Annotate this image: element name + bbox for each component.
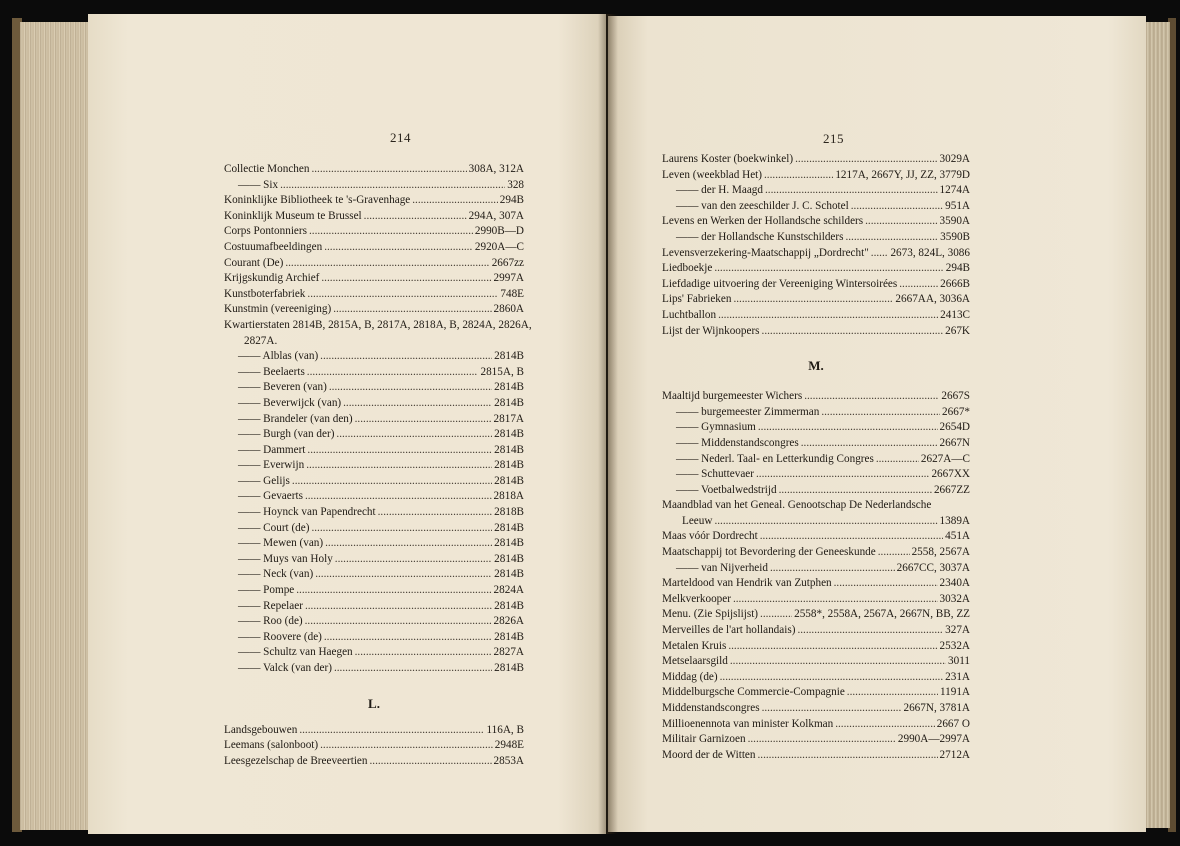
dot-leader <box>343 396 492 412</box>
dot-leader <box>306 458 492 474</box>
dot-leader <box>748 732 896 748</box>
dot-leader <box>309 224 473 240</box>
dot-leader <box>720 670 944 686</box>
index-entry <box>224 552 524 568</box>
index-entry <box>224 240 524 256</box>
entry-title: Middelburgsche Commercie-Compagnie <box>662 686 845 699</box>
index-entry <box>662 717 970 733</box>
entry-title: Metalen Kruis <box>662 639 727 652</box>
entry-list <box>224 723 524 770</box>
entry-reference: 116A, B <box>486 723 524 736</box>
entry-reference: 2818A <box>493 490 524 503</box>
entry-title: Koninklijk Museum te Brussel <box>224 209 362 222</box>
entry-title: —— Gymnasium <box>676 421 756 434</box>
dot-leader <box>730 654 946 670</box>
index-entry <box>662 545 970 561</box>
entry-reference: 2667 O <box>936 717 970 730</box>
right-page <box>608 16 1146 832</box>
entry-reference: 2627A—C <box>920 452 970 465</box>
index-entry <box>224 754 524 770</box>
dot-leader <box>355 412 492 428</box>
entry-title: Luchtballon <box>662 308 717 321</box>
index-entry <box>662 324 970 340</box>
dot-leader <box>324 630 492 646</box>
dot-leader <box>876 452 919 468</box>
entry-reference: 2814B <box>494 459 524 472</box>
dot-leader <box>311 521 492 537</box>
index-entry-continuation <box>224 334 524 350</box>
entry-reference: 2814B <box>494 443 524 456</box>
entry-reference: 2673, 824L, 3086 <box>890 246 970 259</box>
index-entry <box>662 405 970 421</box>
entry-reference: 2814B <box>494 474 524 487</box>
entry-reference: 2667N <box>939 436 970 449</box>
index-entry <box>662 230 970 246</box>
entry-title: Corps Pontonniers <box>224 225 307 238</box>
entry-title: Moord der de Witten <box>662 748 756 761</box>
entry-title: Levensverzekering-Maatschappij „Dordrecht" <box>662 246 869 259</box>
index-entry <box>662 701 970 717</box>
index-entry <box>224 630 524 646</box>
entry-title: —— van Nijverheid <box>676 561 768 574</box>
index-entry <box>224 427 524 443</box>
entry-reference: 2814B <box>494 599 524 612</box>
entry-title: Maandblad van het Geneal. Genootschap De Nederlandsche <box>662 499 932 512</box>
entry-reference: 2814B <box>494 568 524 581</box>
dot-leader <box>797 623 943 639</box>
index-entry <box>224 193 524 209</box>
index-entry <box>662 214 970 230</box>
dot-leader <box>305 614 492 630</box>
entry-title: —— Six <box>238 178 279 191</box>
entry-reference: 451A <box>945 530 970 543</box>
entry-title: Kunstmin (vereeniging) <box>224 303 332 316</box>
entry-title: —— Muys van Holy <box>238 552 333 565</box>
entry-title: —— Everwijn <box>238 459 305 472</box>
entry-title: —— der H. Maagd <box>676 184 763 197</box>
index-entry <box>662 420 970 436</box>
entry-title: —— Brandeler (van den) <box>238 412 353 425</box>
index-entry <box>662 308 970 324</box>
entry-title: —— Beelaerts <box>238 365 305 378</box>
entry-reference: 2814B <box>494 350 524 363</box>
index-entry <box>662 576 970 592</box>
index-entry <box>224 271 524 287</box>
entry-title: —— Burgh (van der) <box>238 428 335 441</box>
index-entry <box>662 152 970 168</box>
index-entry <box>662 654 970 670</box>
index-entry <box>224 380 524 396</box>
dot-leader <box>329 380 492 396</box>
page-number: 215 <box>823 131 844 146</box>
entry-title: Lips' Fabrieken <box>662 293 732 306</box>
dot-leader <box>315 567 492 583</box>
dot-leader <box>355 645 492 661</box>
entry-reference: 2853A <box>493 754 524 767</box>
index-entry <box>224 287 524 303</box>
dot-leader <box>335 552 492 568</box>
entry-title: Leesgezelschap de Breeveertien <box>224 754 368 767</box>
index-column <box>662 152 970 763</box>
entry-reference: 3029A <box>939 153 970 165</box>
dot-leader <box>320 349 492 365</box>
entry-reference: 294A, 307A <box>468 209 524 222</box>
index-entry <box>662 199 970 215</box>
dot-leader <box>804 389 939 405</box>
entry-title: Courant (De) <box>224 256 284 269</box>
entry-reference: 2667ZZ <box>933 483 970 496</box>
entry-continuation: Leeuw <box>682 514 713 527</box>
dot-leader <box>865 214 937 230</box>
entry-title: Menu. (Zie Spijslijst) <box>662 608 759 621</box>
entry-reference: 2667XX <box>931 468 970 481</box>
entry-title: —— burgemeester Zimmerman <box>676 405 820 418</box>
entry-reference: 2948E <box>494 739 524 752</box>
dot-leader <box>378 505 493 521</box>
dot-leader <box>851 199 943 215</box>
index-entry <box>224 583 524 599</box>
index-entry <box>224 614 524 630</box>
dot-leader <box>296 583 491 599</box>
dot-leader <box>845 230 938 246</box>
index-entry <box>224 209 524 225</box>
entry-reference: 3032A <box>939 592 970 605</box>
entry-title: —— Beveren (van) <box>238 381 327 394</box>
index-entry <box>662 607 970 623</box>
dot-leader <box>764 168 833 184</box>
index-entry <box>224 645 524 661</box>
dot-leader <box>762 324 944 340</box>
index-entry <box>662 277 970 293</box>
entry-reference: 2667* <box>942 405 970 418</box>
entry-title: —— der Hollandsche Kunstschilders <box>676 230 844 243</box>
dot-leader <box>336 427 492 443</box>
dot-leader <box>765 183 938 199</box>
entry-title: Costuumafbeeldingen <box>224 240 323 253</box>
entry-title: —— Mewen (van) <box>238 537 324 550</box>
entry-reference: 2814B <box>494 662 524 674</box>
page-edges-left <box>20 22 90 830</box>
entry-title: Liedboekje <box>662 262 713 275</box>
entry-title: Liefdadige uitvoering der Vereeniging Wintersoirées <box>662 277 898 290</box>
entry-title: —— Dammert <box>238 443 306 456</box>
entry-list <box>662 389 970 763</box>
entry-reference: 2558*, 2558A, 2567A, 2667N, BB, ZZ <box>794 608 970 621</box>
entry-reference: 2814B <box>494 552 524 565</box>
entry-title: Levens en Werken der Hollandsche schilders <box>662 215 864 228</box>
left-page <box>88 14 606 834</box>
dot-leader <box>718 308 938 324</box>
entry-reference: 294B <box>945 262 970 275</box>
entry-title: Laurens Koster (boekwinkel) <box>662 153 794 165</box>
index-entry <box>224 738 524 754</box>
entry-reference: 2712A <box>939 748 970 761</box>
dot-leader <box>311 162 466 178</box>
entry-title: Landsgebouwen <box>224 723 298 736</box>
entry-reference: 2814B <box>494 630 524 643</box>
dot-leader <box>756 467 929 483</box>
entry-title: Metselaarsgild <box>662 655 728 668</box>
entry-reference: 2667N, 3781A <box>903 702 970 714</box>
entry-reference: 2814B <box>494 537 524 550</box>
entry-title: —— Gevaerts <box>238 490 303 503</box>
index-entry <box>662 436 970 452</box>
entry-reference: 2997A <box>493 272 524 285</box>
dot-leader <box>334 661 492 677</box>
index-entry <box>224 505 524 521</box>
entry-title: —— Valck (van der) <box>238 662 332 674</box>
dot-leader <box>307 287 498 303</box>
entry-reference: 294B <box>499 194 524 207</box>
index-entry <box>662 389 970 405</box>
index-entry <box>662 498 970 514</box>
entry-title: Militair Garnizoen <box>662 733 746 746</box>
dot-leader <box>733 292 893 308</box>
entry-reference: 2667S <box>941 390 970 403</box>
entry-reference: 951A <box>945 199 970 212</box>
entry-reference: 1217A, 2667Y, JJ, ZZ, 3779D <box>835 168 970 181</box>
dot-leader <box>899 277 938 293</box>
index-entry <box>662 561 970 577</box>
entry-title: —— Middenstandscongres <box>676 436 799 449</box>
entry-reference: 2824A <box>493 584 524 597</box>
entry-reference: 2814B <box>494 428 524 441</box>
entry-reference: 328 <box>507 178 524 191</box>
index-entry <box>662 592 970 608</box>
entry-title: Middenstandscongres <box>662 702 760 714</box>
entry-reference: 1191A <box>939 686 970 699</box>
dot-leader <box>280 178 505 194</box>
index-entry <box>224 178 524 194</box>
entry-title: Melkverkooper <box>662 592 731 605</box>
dot-leader <box>292 474 492 490</box>
dot-leader <box>364 209 467 225</box>
index-entry <box>662 670 970 686</box>
dot-leader <box>795 152 937 168</box>
section-heading: L. <box>368 695 380 711</box>
index-entry <box>224 224 524 240</box>
entry-title: Kwartierstaten 2814B, 2815A, B, 2817A, 2818A, B, 2824A, 2826A, <box>224 318 532 331</box>
entry-reference: 3011 <box>948 655 970 668</box>
page-number: 214 <box>390 130 411 145</box>
index-entry <box>224 599 524 615</box>
entry-reference: 2827A <box>493 646 524 659</box>
entry-title: Maas vóór Dordrecht <box>662 530 758 543</box>
entry-title: Maaltijd burgemeester Wichers <box>662 390 803 403</box>
dot-leader <box>370 754 492 770</box>
entry-reference: 2860A <box>493 303 524 316</box>
entry-reference: 2667zz <box>491 256 524 269</box>
entry-title: —— Roovere (de) <box>238 630 322 643</box>
index-entry <box>662 168 970 184</box>
dot-leader <box>305 599 492 615</box>
index-entry <box>662 529 970 545</box>
entry-reference: 2990B—D <box>474 225 524 238</box>
index-entry <box>224 458 524 474</box>
entry-reference: 2814B <box>494 381 524 394</box>
dot-leader <box>821 405 940 421</box>
entry-title: —— van den zeeschilder J. C. Schotel <box>676 199 849 212</box>
index-entry <box>662 685 970 701</box>
index-entry <box>224 536 524 552</box>
index-entry <box>224 396 524 412</box>
dot-leader <box>325 536 492 552</box>
entry-title: —— Gelijs <box>238 474 290 487</box>
dot-leader <box>878 545 910 561</box>
index-entry <box>224 723 524 739</box>
index-entry <box>224 365 524 381</box>
index-entry <box>662 732 970 748</box>
dot-leader <box>714 261 943 277</box>
entry-reference: 2654D <box>939 421 970 434</box>
entry-title: —— Pompe <box>238 584 295 597</box>
entry-continuation: 2827A. <box>244 334 278 347</box>
dot-leader <box>305 489 492 505</box>
dot-leader <box>733 592 938 608</box>
entry-reference: 1389A <box>939 514 970 527</box>
entry-title: Middag (de) <box>662 670 718 683</box>
entry-title: —— Roo (de) <box>238 615 303 628</box>
dot-leader <box>728 639 937 655</box>
index-entry <box>224 318 532 334</box>
entry-reference: 2666B <box>940 277 970 290</box>
dot-leader <box>835 717 935 733</box>
index-entry-continuation <box>662 514 970 530</box>
entry-reference: 231A <box>945 670 970 683</box>
dot-leader <box>714 514 937 530</box>
index-entry <box>662 292 970 308</box>
dot-leader <box>285 256 489 272</box>
entry-list <box>662 152 970 339</box>
entry-title: —— Voetbalwedstrijd <box>676 483 777 496</box>
index-entry <box>224 489 524 505</box>
index-entry <box>224 443 524 459</box>
entry-title: —— Nederl. Taal- en Letterkundig Congres <box>676 452 874 465</box>
entry-reference: 308A, 312A <box>468 163 524 175</box>
index-entry <box>662 183 970 199</box>
entry-title: —— Schultz van Haegen <box>238 646 353 659</box>
entry-title: Krijgskundig Archief <box>224 272 320 285</box>
dot-leader <box>758 420 938 436</box>
entry-title: —— Hoynck van Papendrecht <box>238 506 376 519</box>
entry-title: —— Repelaer <box>238 599 303 612</box>
index-entry <box>224 474 524 490</box>
dot-leader <box>801 436 938 452</box>
entry-title: Kunstboterfabriek <box>224 287 306 300</box>
page-edges-right <box>1144 22 1170 828</box>
dot-leader <box>333 302 491 318</box>
index-entry <box>662 452 970 468</box>
index-entry <box>662 623 970 639</box>
entry-title: —— Alblas (van) <box>238 350 319 363</box>
index-entry <box>224 162 524 178</box>
entry-reference: 2826A <box>493 615 524 628</box>
entry-title: —— Schuttevaer <box>676 468 754 481</box>
entry-reference: 2340A <box>939 577 970 590</box>
index-entry <box>662 467 970 483</box>
entry-reference: 3590B <box>940 230 970 243</box>
index-entry <box>224 349 524 365</box>
dot-leader <box>324 240 473 256</box>
index-entry <box>662 483 970 499</box>
dot-leader <box>760 529 943 545</box>
entry-reference: 2667CC, 3037A <box>896 561 970 574</box>
index-entry <box>224 567 524 583</box>
dot-leader <box>760 607 792 623</box>
entry-reference: 2990A—2997A <box>897 733 970 746</box>
entry-reference: 2818B <box>494 506 524 519</box>
dot-leader <box>412 193 498 209</box>
entry-title: Lijst der Wijnkoopers <box>662 324 760 337</box>
index-entry <box>662 261 970 277</box>
dot-leader <box>779 483 932 499</box>
entry-title: —— Beverwijck (van) <box>238 396 342 409</box>
entry-reference: 2814B <box>494 396 524 409</box>
entry-reference: 2920A—C <box>474 240 524 253</box>
entry-list <box>224 162 532 677</box>
entry-title: Leemans (salonboot) <box>224 739 319 752</box>
index-entry <box>224 521 524 537</box>
index-entry <box>662 748 970 764</box>
dot-leader <box>762 701 902 717</box>
entry-title: Marteldood van Hendrik van Zutphen <box>662 577 832 590</box>
entry-reference: 748E <box>500 287 524 300</box>
entry-title: Merveilles de l'art hollandais) <box>662 624 796 637</box>
index-column <box>224 162 532 769</box>
dot-leader <box>307 443 492 459</box>
dot-leader <box>770 561 895 577</box>
entry-reference: 2558, 2567A <box>911 546 970 559</box>
entry-title: Leven (weekblad Het) <box>662 168 763 181</box>
index-entry <box>224 412 524 428</box>
book-gutter <box>598 14 618 834</box>
dot-leader <box>834 576 938 592</box>
dot-leader <box>871 246 889 262</box>
dot-leader <box>299 723 484 739</box>
index-entry <box>224 302 524 318</box>
dot-leader <box>757 748 937 764</box>
entry-title: Koninklijke Bibliotheek te 's-Gravenhage <box>224 194 411 207</box>
entry-reference: 2532A <box>939 639 970 652</box>
dot-leader <box>321 271 491 287</box>
dot-leader <box>847 685 938 701</box>
entry-reference: 2815A, B <box>480 365 524 378</box>
index-entry <box>224 661 524 677</box>
entry-reference: 327A <box>945 624 970 637</box>
section-heading: M. <box>808 358 824 374</box>
entry-title: Millioenennota van minister Kolkman <box>662 717 834 730</box>
dot-leader <box>320 738 493 754</box>
entry-reference: 2667AA, 3036A <box>895 293 970 306</box>
entry-title: —— Neck (van) <box>238 568 314 581</box>
entry-reference: 3590A <box>939 215 970 228</box>
entry-reference: 2814B <box>494 521 524 534</box>
entry-title: —— Court (de) <box>238 521 310 534</box>
index-entry <box>224 256 524 272</box>
entry-reference: 1274A <box>939 184 970 197</box>
index-entry <box>662 639 970 655</box>
entry-title: Maatschappij tot Bevordering der Geneeskunde <box>662 546 876 559</box>
dot-leader <box>307 365 479 381</box>
entry-reference: 2413C <box>940 308 970 321</box>
entry-title: Collectie Monchen <box>224 163 310 175</box>
entry-reference: 267K <box>945 324 970 337</box>
entry-reference: 2817A <box>493 412 524 425</box>
index-entry <box>662 246 970 262</box>
